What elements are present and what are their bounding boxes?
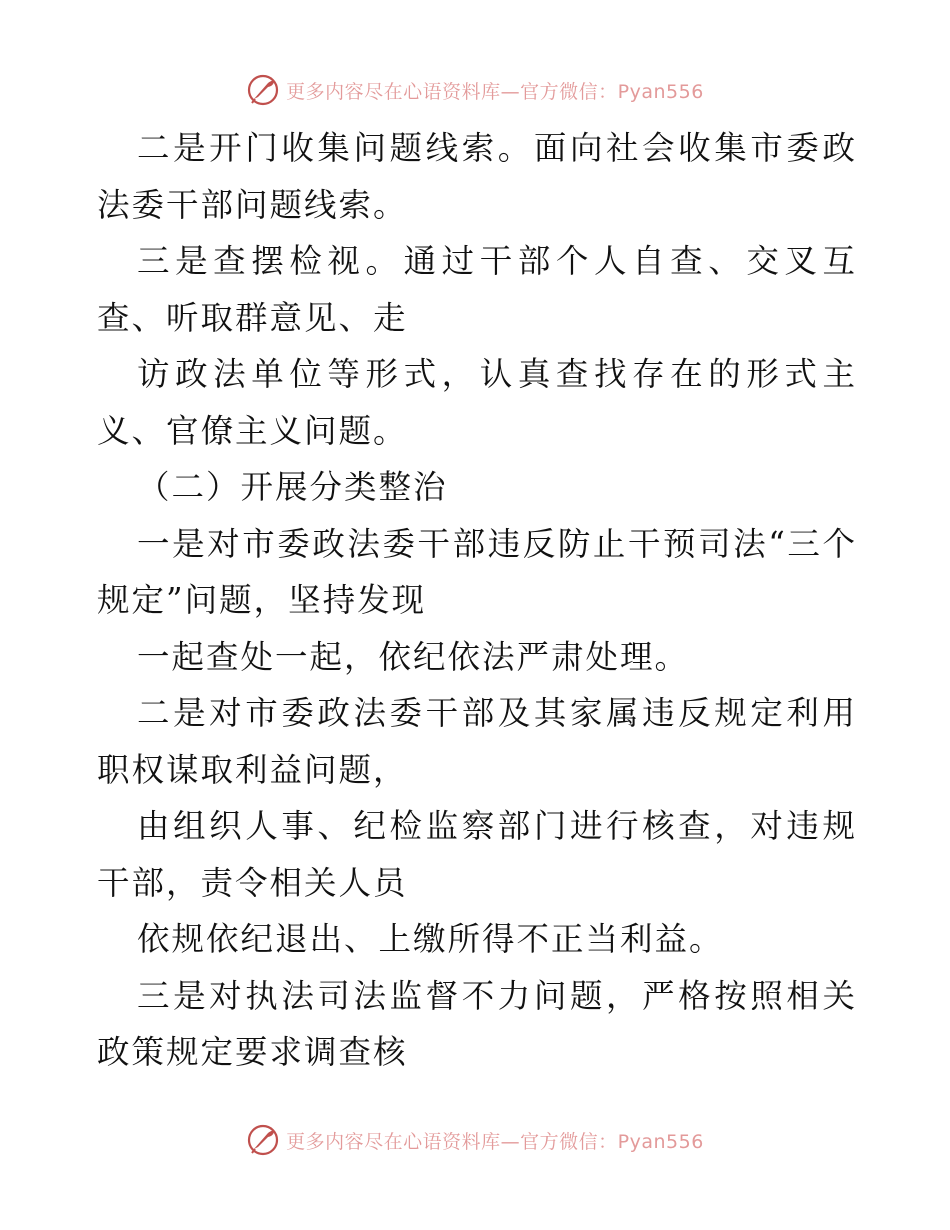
- paragraph: 访政法单位等形式，认真查找存在的形式主义、官僚主义问题。: [97, 355, 857, 450]
- paragraph: 依规依纪退出、上缴所得不正当利益。: [137, 920, 724, 958]
- watermark-header: [0, 70, 950, 110]
- watermark-footer: [0, 1120, 950, 1160]
- watermark-text: 更多内容尽在心语资料库—官方微信：Pyan556: [286, 80, 704, 103]
- feather-pen-logo-icon: [246, 1123, 280, 1157]
- paragraph: 一是对市委政法委干部违反防止干预司法“三个规定”问题，坚持发现: [97, 524, 857, 619]
- document-body: [97, 120, 857, 1081]
- paragraph: 三是对执法司法监督不力问题，严格按照相关政策规定要求调查核: [97, 976, 857, 1071]
- feather-pen-logo-icon: [246, 73, 280, 107]
- paragraph: 由组织人事、纪检监察部门进行核查，对违规干部，责令相关人员: [97, 807, 857, 902]
- paragraph: 一起查处一起，依纪依法严肃处理。: [137, 637, 690, 676]
- paragraph: 二是对市委政法委干部及其家属违反规定利用职权谋取利益问题，: [97, 694, 857, 789]
- paragraph: 二是开门收集问题线索。面向社会收集市委政法委干部问题线索。: [97, 129, 857, 224]
- watermark-text: 更多内容尽在心语资料库—官方微信：Pyan556: [286, 1130, 704, 1153]
- paragraph: 三是查摆检视。通过干部个人自查、交叉互查、听取群意见、走: [97, 242, 857, 337]
- section-heading: （二）开展分类整治: [137, 468, 448, 506]
